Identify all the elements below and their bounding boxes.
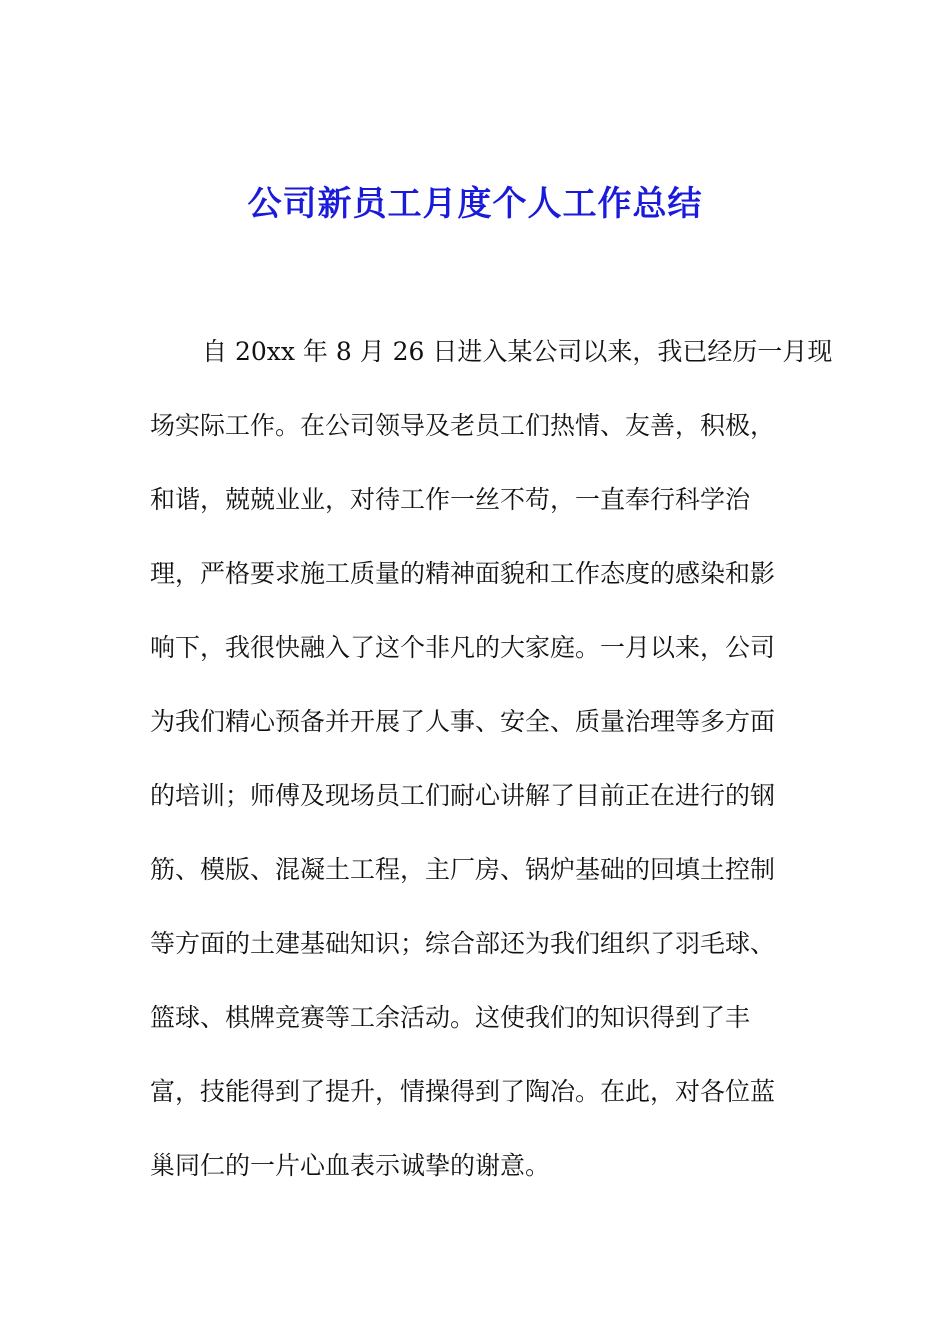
paragraph-line: 的培训；师傅及现场员工们耐心讲解了目前正在进行的钢 (150, 781, 776, 810)
paragraph-line: 筋、模版、混凝土工程，主厂房、锅炉基础的回填土控制 (150, 855, 776, 884)
paragraph-line: 自 20xx 年 8 月 26 日进入某公司以来，我已经历一月现 (202, 337, 833, 366)
paragraph-line: 为我们精心预备并开展了人事、安全、质量治理等多方面 (150, 707, 776, 736)
paragraph-line: 富，技能得到了提升，情操得到了陶冶。在此，对各位蓝 (150, 1077, 776, 1106)
paragraph-line: 和谐，兢兢业业，对待工作一丝不苟，一直奉行科学治 (150, 485, 751, 514)
paragraph-line: 等方面的土建基础知识；综合部还为我们组织了羽毛球、 (150, 929, 776, 958)
paragraph-line: 巢同仁的一片心血表示诚挚的谢意。 (150, 1151, 551, 1180)
paragraph-line: 场实际工作。在公司领导及老员工们热情、友善，积极， (150, 411, 776, 440)
paragraph-line: 响下，我很快融入了这个非凡的大家庭。一月以来，公司 (150, 633, 776, 662)
paragraph-line: 理，严格要求施工质量的精神面貌和工作态度的感染和影 (150, 559, 776, 588)
document-body (150, 328, 833, 1216)
document-title: 公司新员工月度个人工作总结 (247, 184, 703, 224)
paragraph-line: 篮球、棋牌竞赛等工余活动。这使我们的知识得到了丰 (150, 1003, 751, 1032)
